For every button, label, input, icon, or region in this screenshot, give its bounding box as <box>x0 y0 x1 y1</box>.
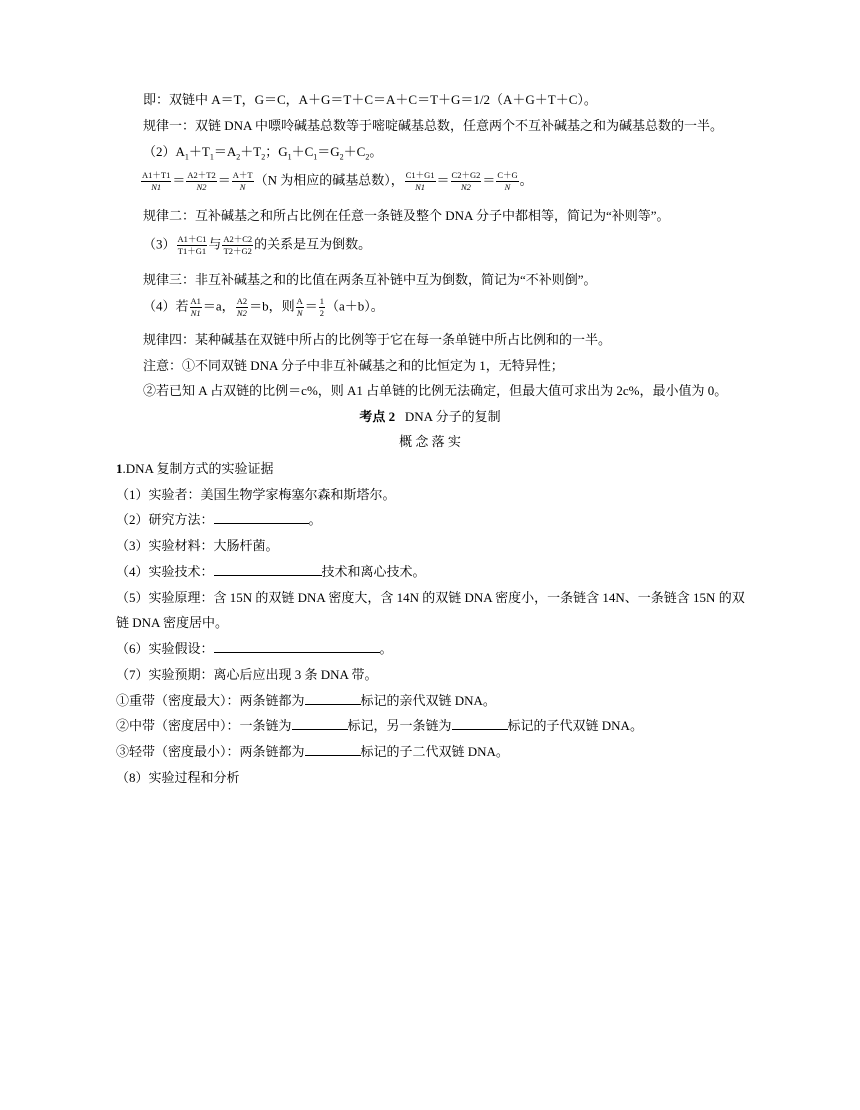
item-material: （3）实验材料：大肠杆菌。 <box>116 538 279 553</box>
rule-four: 规律四：某种碱基在双链中所占的比例等于它在每一条单链中所占比例和的一半。 <box>143 332 612 347</box>
fraction-equation-line: $\frac{A1+T1}{N1}$ ＝ $\frac{A2+T2}{N2}$ ＝ $\frac{A+T}{N}$ （N 为相应的碱基总数）， $\frac{C1+G1}{N1}$ ＝ $\frac{C2+G2}{N2}$ ＝ $\frac{C+G}{N}$ 。 <box>142 170 533 192</box>
rule-two: 规律二：互补碱基之和所占比例在任意一条链及整个 DNA 分子中都相等，简记为“补则等”。 <box>143 208 670 223</box>
fraction: $\frac{A1+C1}{T1+G1}$ <box>177 234 207 256</box>
fill-blank[interactable] <box>214 639 380 653</box>
section-heading <box>0 407 860 427</box>
item-process: （8）实验过程和分析 <box>116 770 240 785</box>
fraction: $\frac{C2+G2}{N2}$ <box>451 170 481 192</box>
band-heavy: ①重带（密度最大）：两条链都为 标记的亲代双链 DNA。 <box>116 693 496 708</box>
item-principle-continued: 链 DNA 密度居中。 <box>116 615 228 630</box>
item-2-equation: $(2)A_1+T_1=A_2+T_2$；$G_1+C_1=G_2+C_2$。 <box>143 144 383 162</box>
fill-blank[interactable] <box>305 691 361 705</box>
section-subtitle: 概 念 落 实 <box>399 434 461 449</box>
fill-blank[interactable] <box>214 510 309 524</box>
equation-line: 即：双链中 A＝T，G＝C，A＋G＝T＋C＝A＋C＝T＋G＝1/2（A＋G＋T＋C）。 <box>143 92 597 107</box>
rule-three: 规律三：非互补碱基之和的比值在两条互补链中互为倒数，简记为“不补则倒”。 <box>143 272 597 287</box>
item-experimenter: （1）实验者：美国生物学家梅塞尔森和斯塔尔。 <box>116 487 396 502</box>
note-one: 注意：①不同双链 DNA 分子中非互补碱基之和的比恒定为 1，无特异性； <box>143 358 564 373</box>
fraction: $\frac{C1+G1}{N1}$ <box>405 170 435 192</box>
note-two: ②若已知 A 占双链的比例＝c%，则 A1 占单链的比例无法确定，但最大值可求出为 2c%，最小值为 0。 <box>143 383 728 398</box>
fraction: $\frac{A+T}{N}$ <box>232 170 253 192</box>
item-technique: （4）实验技术： 技术和离心技术。 <box>116 564 426 579</box>
fraction: $\frac{A1+T1}{N1}$ <box>142 170 171 192</box>
fill-blank[interactable] <box>214 562 322 576</box>
item-research-method: （2）研究方法： 。 <box>116 512 322 527</box>
fill-blank[interactable] <box>305 742 361 756</box>
fill-blank[interactable] <box>292 716 348 730</box>
item-principle: （5）实验原理：含 15N 的双链 DNA 密度大，含 14N 的双链 DNA 密度小，一条链含 14N、一条链含 15N 的双 <box>116 590 745 605</box>
fraction: $\frac{A1}{N1}$ <box>190 296 201 318</box>
fraction: $\frac{A2}{N2}$ <box>236 296 248 318</box>
item-hypothesis: （6）实验假设： 。 <box>116 641 393 656</box>
fraction: $\frac{1}{2}$ <box>319 296 324 318</box>
item-prediction: （7）实验预期：离心后应出现 3 条 DNA 带。 <box>116 667 378 682</box>
heading-1: 1.DNA 复制方式的实验证据 <box>116 461 274 476</box>
fraction: $\frac{A2+T2}{N2}$ <box>187 170 216 192</box>
fraction: $\frac{C+G}{N}$ <box>497 170 518 192</box>
band-middle: ②中带（密度居中）：一条链为 标记，另一条链为 标记的子代双链 DNA。 <box>116 718 643 733</box>
band-light: ③轻带（密度最小）：两条链都为 标记的子二代双链 DNA。 <box>116 744 509 759</box>
rule-one: 规律一：双链 DNA 中嘌呤碱基总数等于嘧啶碱基总数，任意两个不互补碱基之和为碱基总数的一半。 <box>143 118 723 133</box>
item-3-line: （3） $\frac{A1+C1}{T1+G1}$ 与 $\frac{A2+C2}{T2+G2}$ 的关系是互为倒数。 <box>143 234 372 256</box>
item-4-line: （4）若 $\frac{A1}{N1}$ ＝a， $\frac{A2}{N2}$ ＝b，则 $\frac{A}{N}$ ＝ $\frac{1}{2}$ （a＋b）。 <box>143 296 384 318</box>
fill-blank[interactable] <box>452 716 508 730</box>
section-number: 考点 2 <box>359 409 396 424</box>
section-title: DNA 分子的复制 <box>404 409 501 424</box>
fraction: $\frac{A2+C2}{T2+G2}$ <box>223 234 253 256</box>
fraction: $\frac{A}{N}$ <box>296 296 303 318</box>
